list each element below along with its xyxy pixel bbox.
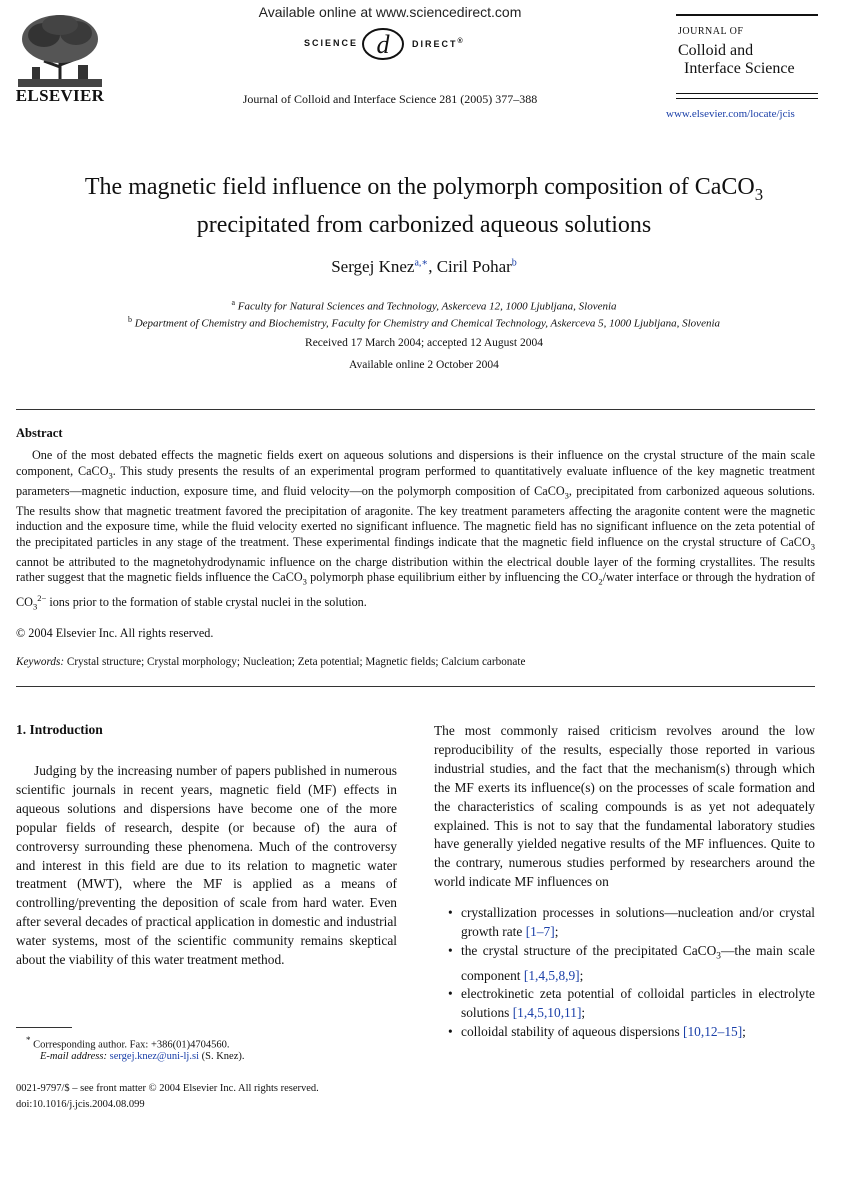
list-item: • the crystal structure of the precipitated CaCO$_3$—the main scale component [1,4,5,8,9]; bbox=[448, 942, 816, 983]
issn-line: 0021-9797/$ – see front matter © 2004 Elsevier Inc. All rights reserved. bbox=[16, 1083, 319, 1094]
intro-paragraph-1: Judging by the increasing number of papers published in numerous scientific journals in recent years, magnetic field (MF) effects in aqueous solutions and dispersions have become one of the more popular fields of research, despite (or because of) the aura of controversy surrounding these phenomena. Much of the controversy and interest in this field are due to its relation to magnetic water treatment (MWT), where the MF is applied as a means of controlling/preventing the deposition of scale from hard water. Even after several decades of practical application in domestic and industrial water systems, most of the scientific community remains skeptical about the viability of this water treatment method. bbox=[16, 763, 397, 968]
reference-link[interactable]: [10,12–15] bbox=[683, 1024, 743, 1040]
affiliation-b: $^b$ Department of Chemistry and Biochemistry, Faculty for Chemistry and Chemical Technology, Askerceva 5, 1000 Ljubljana, Slovenia bbox=[127, 315, 721, 330]
journal-name-line1: Colloid and bbox=[678, 42, 754, 59]
journal-rule-1 bbox=[676, 93, 818, 94]
journal-rule-top bbox=[676, 14, 818, 16]
reference-link[interactable]: [1,4,5,10,11] bbox=[512, 1005, 582, 1021]
affiliation-a: $^a$ Faculty for Natural Sciences and Technology, Askerceva 12, 1000 Ljubljana, Slovenia bbox=[231, 298, 617, 313]
keywords-bottom-rule bbox=[16, 686, 815, 687]
article-title: The magnetic field influence on the polymorph composition of CaCO$_3$ precipitated from carbonized aqueous solutions bbox=[84, 174, 764, 238]
received-accepted-dates: Received 17 March 2004; accepted 12 August 2004 bbox=[305, 337, 543, 349]
section-heading-introduction: 1. Introduction bbox=[16, 722, 103, 737]
author-pohar[interactable]: Ciril Pohar bbox=[436, 257, 512, 276]
corresponding-author-note: * Corresponding author. Fax: +386(01)4704560. bbox=[26, 1035, 230, 1051]
keywords-list: Crystal structure; Crystal morphology; Nucleation; Zeta potential; Magnetic fields; Calcium carbonate bbox=[66, 656, 526, 668]
author-list: Sergej Knez$^{a,∗}$, Ciril Pohar$^b$ bbox=[331, 257, 517, 276]
list-item: • electrokinetic zeta potential of colloidal particles in electrolyte solutions [1,4,5,10,11]; bbox=[448, 986, 815, 1021]
available-online-banner[interactable]: Available online at www.sciencedirect.com bbox=[258, 4, 522, 20]
abstract-top-rule bbox=[16, 409, 815, 410]
sciencedirect-at-icon bbox=[360, 26, 406, 62]
journal-of-label: JOURNAL OF bbox=[678, 26, 744, 37]
intro-paragraph-2: The most commonly raised criticism revolves around the low reproducibility of the results, especially those reported in various industrial studies, and the fact that the mechanism(s) through which the MF exerts its influence(s) on the processes of scale formation and the characteristics of scaling compounds is as yet not adequately explained. This is not to say that the fundamental laboratory studies have generally yielded negative results of the MF influences. Quite to the contrary, numerous studies performed by researchers around the world indicate MF influences on bbox=[434, 723, 815, 890]
journal-reference: Journal of Colloid and Interface Science 281 (2005) 377–388 bbox=[242, 92, 538, 106]
list-item: • crystallization processes in solutions—nucleation and/or crystal growth rate [1–7]; bbox=[448, 905, 815, 940]
journal-name-line2: Interface Science bbox=[684, 60, 795, 77]
sciencedirect-left: SCIENCE bbox=[304, 38, 359, 48]
abstract-text: One of the most debated effects the magnetic fields exert on aqueous solutions and dispersions is their influence on the crystal structure of the main scale component, CaCO$_3$. This study presents the results of an experimental program performed to quantitatively evaluate influence of the key magnetic treatment parameters—magnetic induction, exposure time, and fluid velocity—on the polymorph composition of CaCO$_3$, precipitated from carbonized aqueous solutions. The results show that magnetic treatment favored the precipitation of aragonite. The key treatment parameters affecting the aragonite content were the magnetic induction and the exposure time, while the fluid velocity exerted no significant influence. The magnetic field has no significant influence on the zeta potential of the precipitated particles in any stage of the treatment. These experimental findings indicate that the magnetic field influence on the crystal structure of CaCO$_3$ cannot be attributed to the magnetohydrodynamic influence on the charge distribution within the electrical double layer of the forming crystallites. The results rather suggest that the magnetic fields influence the CaCO$_3$ polymorph phase equilibrium either by influencing the $CO_2$/water interface or through the hydration of $CO_3^{2-}$ ions prior to the formation of stable crystal nuclei in the solution. bbox=[16, 448, 815, 611]
right-column bbox=[434, 722, 815, 1042]
keywords bbox=[16, 656, 815, 668]
left-column bbox=[16, 722, 397, 970]
abstract-copyright: © 2004 Elsevier Inc. All rights reserved. bbox=[16, 626, 214, 640]
author-knez[interactable]: Sergej Knez bbox=[331, 257, 415, 276]
available-online-date: Available online 2 October 2004 bbox=[349, 359, 499, 371]
reference-link[interactable]: [1,4,5,8,9] bbox=[523, 967, 580, 983]
abstract-heading: Abstract bbox=[16, 426, 63, 440]
journal-rule-2 bbox=[676, 98, 818, 99]
author-pohar-affiliation-sup[interactable]: b bbox=[511, 257, 517, 269]
list-item: • colloidal stability of aqueous dispersions [10,12–15]; bbox=[448, 1024, 746, 1040]
elsevier-tree-logo-icon bbox=[14, 8, 106, 94]
mf-influence-list bbox=[434, 904, 815, 1042]
author-knez-affiliation-sup[interactable]: a,∗ bbox=[414, 257, 429, 269]
publisher-name: ELSEVIER bbox=[15, 86, 105, 105]
email-note: E-mail address: sergej.knez@uni-lj.si (S. Knez). bbox=[40, 1051, 245, 1062]
svg-text:d: d bbox=[376, 30, 390, 59]
sciencedirect-right: DIRECT® bbox=[412, 38, 465, 49]
email-link[interactable]: sergej.knez@uni-lj.si bbox=[109, 1051, 199, 1062]
doi-line[interactable]: doi:10.1016/j.jcis.2004.08.099 bbox=[16, 1099, 145, 1110]
reference-link[interactable]: [1–7] bbox=[525, 924, 555, 940]
footnote-rule bbox=[16, 1027, 72, 1028]
journal-url-link[interactable]: www.elsevier.com/locate/jcis bbox=[666, 108, 795, 120]
keywords-label: Keywords: bbox=[16, 656, 65, 668]
